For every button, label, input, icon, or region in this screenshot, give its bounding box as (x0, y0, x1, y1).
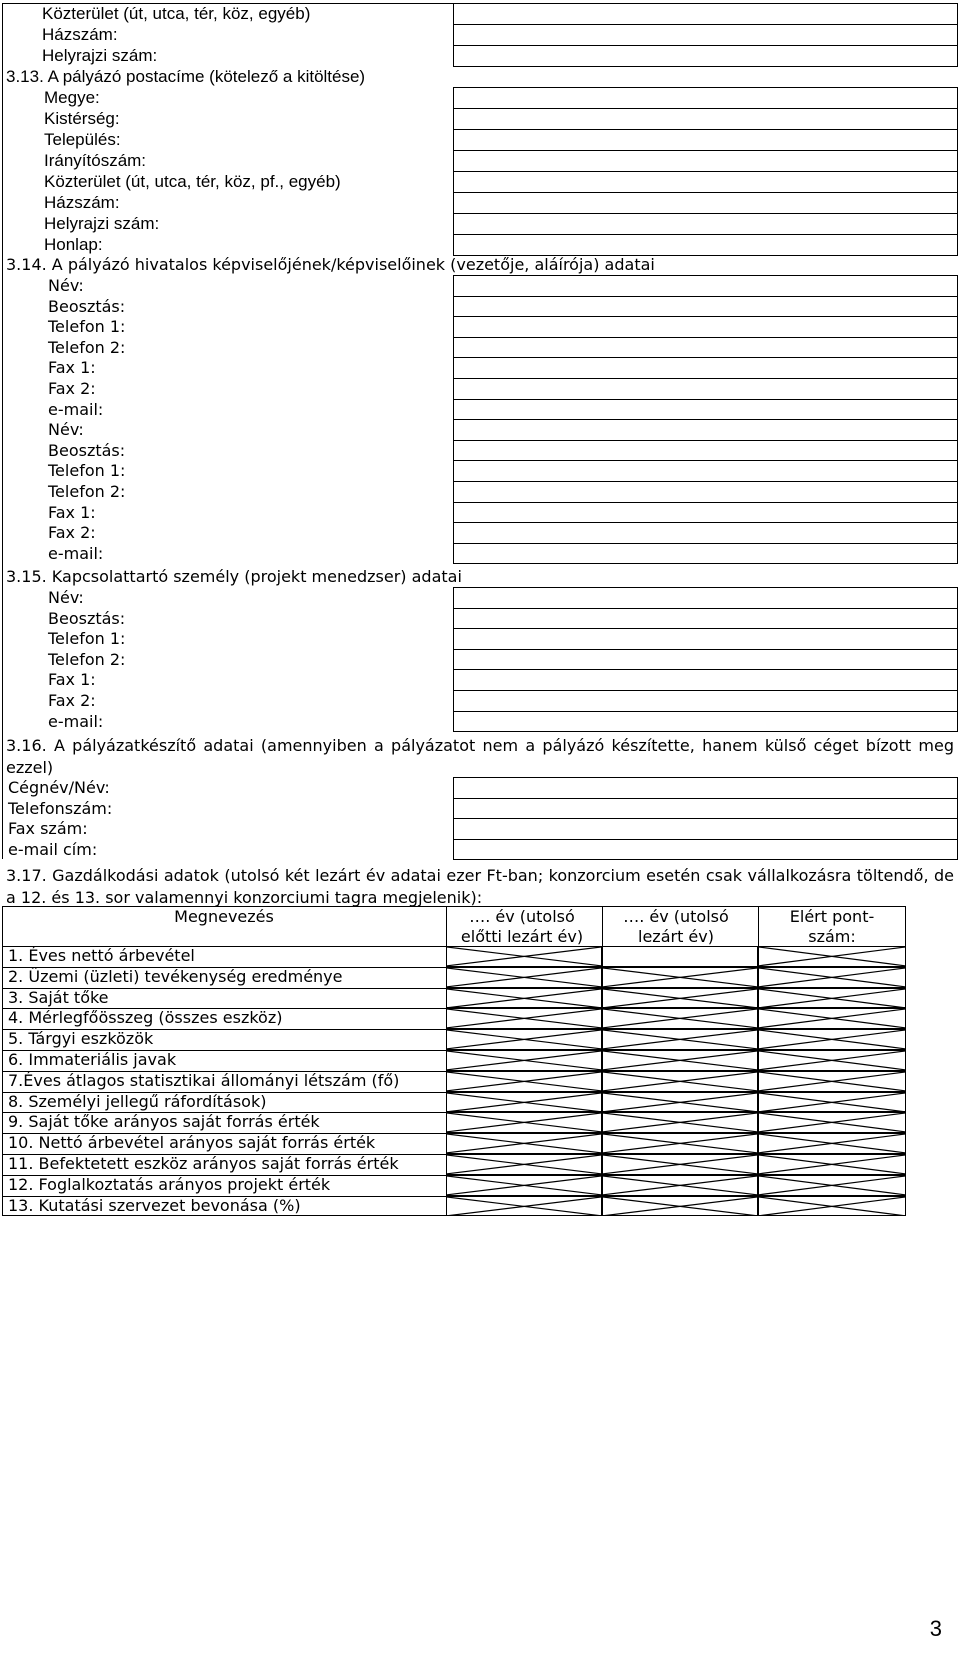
s316-label: Fax szám: (8, 819, 88, 839)
table-cell-disabled (758, 1196, 906, 1217)
cross-out-mark (447, 1030, 601, 1049)
table-cell-disabled (602, 967, 758, 988)
frame-left (2, 254, 3, 857)
cross-out-mark (447, 947, 601, 966)
table-header-last-year: …. év (utolsó lezárt év) (623, 907, 729, 946)
s313-input-field[interactable] (453, 129, 958, 151)
table-row-label: 10. Nettó árbevétel arányos saját forrás érték (8, 1133, 376, 1153)
table-cell-disabled (602, 1050, 758, 1071)
s316-input-field[interactable] (453, 839, 958, 861)
s316-input-field[interactable] (453, 777, 958, 799)
s314-label: Fax 2: (48, 379, 96, 398)
s314-label: Telefon 1: (48, 461, 126, 481)
table-header-prev-year: …. év (utolsó előtti lezárt év) (460, 907, 584, 946)
cross-out-mark (603, 989, 757, 1008)
s314-label: Telefon 2: (48, 337, 126, 357)
block1-label: Helyrajzi szám: (42, 46, 158, 65)
table-cell-disabled (602, 1071, 758, 1092)
cross-out-mark (603, 1197, 757, 1216)
table-cell-disabled (446, 1154, 602, 1175)
table-cell-disabled (758, 967, 906, 988)
s315-label: Telefon 2: (48, 649, 126, 669)
s315-input-field[interactable] (453, 690, 958, 712)
s314-input-field[interactable] (453, 275, 958, 297)
cross-out-mark (759, 989, 905, 1008)
s314-input-field[interactable] (453, 522, 958, 544)
s315-input-field[interactable] (453, 628, 958, 650)
s314-label: e-mail: (48, 543, 104, 563)
cross-out-mark (603, 1030, 757, 1049)
table-cell-disabled (602, 1092, 758, 1113)
s313-input-field[interactable] (453, 150, 958, 172)
s314-label: Név: (48, 420, 84, 440)
table-cell-disabled (446, 1071, 602, 1092)
block1-label: Közterület (út, utca, tér, köz, egyéb) (42, 4, 311, 23)
s314-input-field[interactable] (453, 419, 958, 441)
block1-label: Házszám: (42, 25, 118, 44)
s314-input-field[interactable] (453, 481, 958, 503)
frame-left (2, 3, 3, 253)
section-title: 3.15. Kapcsolattartó személy (projekt menedzser) adatai (6, 567, 462, 586)
table-cell-disabled (758, 1029, 906, 1050)
s314-input-field[interactable] (453, 543, 958, 565)
table-cell-disabled (758, 1175, 906, 1196)
cross-out-mark (759, 1176, 905, 1195)
section-title: 3.13. A pályázó postacíme (kötelező a kitöltése) (6, 67, 366, 86)
s315-input-field[interactable] (453, 608, 958, 630)
table-cell-disabled (446, 967, 602, 988)
table-cell-disabled (758, 1008, 906, 1029)
cross-out-mark (759, 1072, 905, 1091)
s313-label: Irányítószám: (44, 151, 147, 170)
table-row-label: 4. Mérlegfőösszeg (összes eszköz) (8, 1008, 283, 1028)
cross-out-mark (603, 1051, 757, 1070)
cross-out-mark (759, 1155, 905, 1174)
s313-label: Kistérség: (44, 109, 120, 128)
s314-label: Fax 1: (48, 502, 96, 522)
table-row-label: 9. Saját tőke arányos saját forrás érték (8, 1112, 320, 1132)
cross-out-mark (759, 1093, 905, 1112)
s314-label: e-mail: (48, 399, 104, 419)
table-row-label: 2. Üzemi (üzleti) tevékenység eredménye (8, 966, 343, 986)
table-cell-disabled (446, 1092, 602, 1113)
s315-input-field[interactable] (453, 669, 958, 691)
table-row-label: 8. Személyi jellegű ráfordítások) (8, 1091, 267, 1111)
page-number: 3 (929, 1616, 942, 1641)
table-cell-disabled (758, 1154, 906, 1175)
table-cell-disabled (446, 1175, 602, 1196)
cross-out-mark (603, 1113, 757, 1132)
s314-label: Fax 2: (48, 523, 96, 543)
table-cell-disabled (602, 1154, 758, 1175)
cross-out-mark (603, 1093, 757, 1112)
s315-input-field[interactable] (453, 711, 958, 733)
section-title: 3.17. Gazdálkodási adatok (utolsó két lezárt év adatai ezer Ft-ban; konzorcium esetén csak vállalkozásra töltendő, de a 12. és 13. sor valamennyi konzorciumi tagra megjelenik): (6, 866, 954, 907)
table-row-label: 1. Éves nettó árbevétel (8, 946, 195, 965)
s316-input-field[interactable] (453, 818, 958, 840)
s314-input-field[interactable] (453, 378, 958, 400)
s313-label: Helyrajzi szám: (44, 214, 160, 233)
cross-out-mark (447, 1113, 601, 1132)
s313-input-field[interactable] (453, 213, 958, 235)
s313-label: Település: (44, 130, 121, 149)
table-row-label: 6. Immateriális javak (8, 1050, 177, 1069)
cross-out-mark (447, 1009, 601, 1028)
table-cell-disabled (602, 1008, 758, 1029)
s315-input-field[interactable] (453, 587, 958, 609)
s313-input-field[interactable] (453, 171, 958, 193)
s314-input-field[interactable] (453, 399, 958, 421)
s313-label: Megye: (44, 88, 100, 107)
cross-out-mark (759, 968, 905, 987)
cross-out-mark (603, 1134, 757, 1153)
table-cell-disabled (446, 1133, 602, 1154)
cross-out-mark (759, 1030, 905, 1049)
s314-input-field[interactable] (453, 337, 958, 359)
s314-label: Név: (48, 276, 84, 295)
table-cell-disabled (602, 1196, 758, 1217)
table-cell-disabled (446, 1029, 602, 1050)
table-cell-disabled (602, 1112, 758, 1133)
table-cell-disabled (602, 1175, 758, 1196)
table-cell-disabled (758, 946, 906, 967)
table-row-label: 12. Foglalkoztatás arányos projekt érték (8, 1174, 331, 1194)
s315-input-field[interactable] (453, 649, 958, 671)
s314-label: Fax 1: (48, 358, 96, 378)
cross-out-mark (447, 968, 601, 987)
s315-label: Fax 2: (48, 691, 96, 710)
s313-label: Közterület (út, utca, tér, köz, pf., egyéb) (44, 172, 341, 191)
block1-input-field[interactable] (453, 3, 958, 25)
table-cell-disabled (758, 1112, 906, 1133)
table-cell-disabled (758, 1071, 906, 1092)
table-input-cell[interactable] (602, 946, 758, 967)
s315-label: Név: (48, 588, 84, 607)
s314-label: Beosztás: (48, 440, 126, 460)
s314-input-field[interactable] (453, 502, 958, 524)
cross-out-mark (759, 947, 905, 966)
cross-out-mark (603, 968, 757, 987)
table-cell-disabled (446, 1196, 602, 1217)
s314-input-field[interactable] (453, 460, 958, 482)
frame-top (2, 3, 958, 4)
table-cell-disabled (758, 1133, 906, 1154)
table-row-label: 11. Befektetett eszköz arányos saját forrás érték (8, 1154, 399, 1173)
table-cell-disabled (602, 988, 758, 1009)
s314-input-field[interactable] (453, 296, 958, 318)
table-header-points: Elért pont-szám: (789, 907, 875, 946)
s316-label: e-mail cím: (8, 839, 98, 859)
cross-out-mark (447, 1155, 601, 1174)
table-cell-disabled (446, 1050, 602, 1071)
table-cell-disabled (758, 988, 906, 1009)
cross-out-mark (603, 1176, 757, 1195)
cross-out-mark (447, 1051, 601, 1070)
cross-out-mark (759, 1197, 905, 1216)
cross-out-mark (759, 1134, 905, 1153)
section-title: 3.14. A pályázó hivatalos képviselőjének/képviselőinek (vezetője, aláírója) adatai (6, 255, 655, 274)
s316-label: Telefonszám: (8, 798, 113, 818)
cross-out-mark (447, 1134, 601, 1153)
table-cell-disabled (602, 1133, 758, 1154)
s315-label: e-mail: (48, 711, 104, 731)
s313-input-field[interactable] (453, 87, 958, 109)
s313-input-field[interactable] (453, 192, 958, 214)
section-title: 3.16. A pályázatkészítő adatai (amennyiben a pályázatot nem a pályázó készítette, hanem külső céget bízott meg ezzel) (6, 736, 954, 777)
table-cell-disabled (758, 1050, 906, 1071)
block1-input-field[interactable] (453, 45, 958, 67)
table-cell-disabled (446, 946, 602, 967)
s316-label: Cégnév/Név: (8, 778, 110, 797)
s313-label: Házszám: (44, 193, 120, 212)
s315-label: Beosztás: (48, 608, 126, 628)
table-cell-disabled (602, 1029, 758, 1050)
cross-out-mark (603, 1009, 757, 1028)
s315-label: Fax 1: (48, 670, 96, 690)
cross-out-mark (447, 989, 601, 1008)
cross-out-mark (603, 1155, 757, 1174)
s314-label: Telefon 2: (48, 482, 126, 501)
cross-out-mark (759, 1113, 905, 1132)
table-cell-disabled (446, 1112, 602, 1133)
s313-input-field[interactable] (453, 234, 958, 256)
table-row-label: 3. Saját tőke (8, 987, 109, 1007)
cross-out-mark (447, 1072, 601, 1091)
cross-out-mark (447, 1176, 601, 1195)
s314-input-field[interactable] (453, 440, 958, 462)
table-row-label: 13. Kutatási szervezet bevonása (%) (8, 1195, 301, 1215)
s314-input-field[interactable] (453, 357, 958, 379)
s314-input-field[interactable] (453, 316, 958, 338)
s314-label: Beosztás: (48, 296, 126, 316)
s313-label: Honlap: (44, 235, 103, 254)
s313-input-field[interactable] (453, 108, 958, 130)
table-cell-disabled (446, 1008, 602, 1029)
cross-out-mark (759, 1009, 905, 1028)
table-row-label: 7.Éves átlagos statisztikai állományi létszám (fő) (8, 1070, 400, 1090)
s314-label: Telefon 1: (48, 317, 126, 337)
cross-out-mark (447, 1093, 601, 1112)
cross-out-mark (447, 1197, 601, 1216)
cross-out-mark (603, 1072, 757, 1091)
cross-out-mark (759, 1051, 905, 1070)
block1-input-field[interactable] (453, 24, 958, 46)
s316-input-field[interactable] (453, 798, 958, 820)
table-row-label: 5. Tárgyi eszközök (8, 1029, 154, 1049)
table-cell-disabled (446, 988, 602, 1009)
table-header-name: Megnevezés (174, 907, 274, 926)
s315-label: Telefon 1: (48, 629, 126, 649)
table-cell-disabled (758, 1092, 906, 1113)
